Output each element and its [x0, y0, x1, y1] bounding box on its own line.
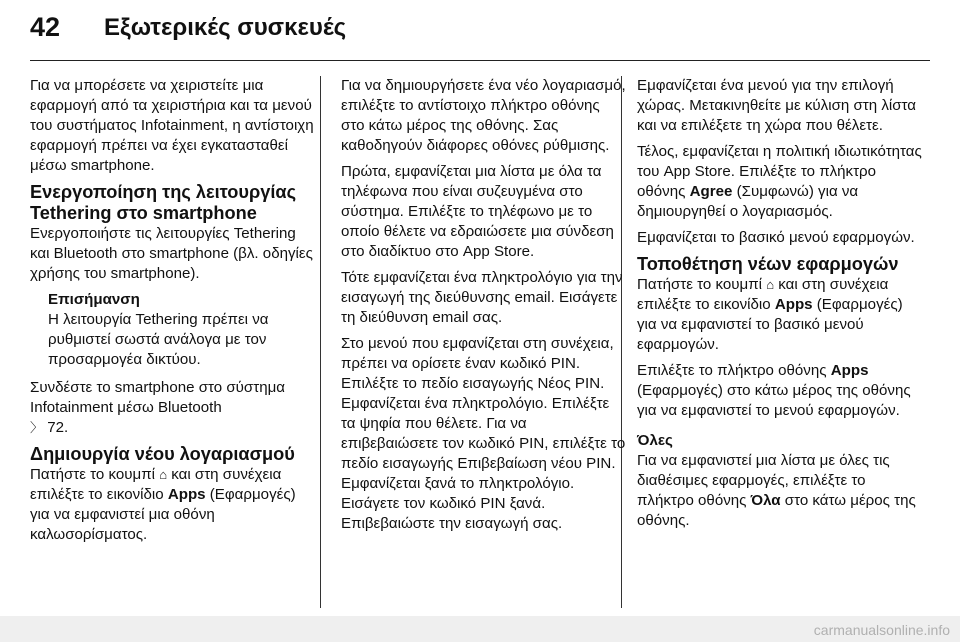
heading-all: Όλες: [637, 432, 673, 449]
home-icon: ⌂: [159, 467, 168, 482]
note-box: [30, 290, 316, 370]
privacy-text-a: Τέλος, εμφανίζεται η πολιτική ιδιωτικότητας του App Store. Επιλέξτε το πλήκτρο οθόνης: [637, 143, 922, 200]
apps-label: Apps: [167, 486, 206, 503]
page-number: 42: [30, 12, 61, 42]
col2-paragraph-3: Τότε εμφανίζεται ένα πληκτρολόγιο για την εισαγωγή της διεύθυνσης email. Εισάγετε τη διεύθυνση email σας.: [341, 269, 623, 326]
home-icon: ⌂: [766, 277, 775, 292]
header-rule: [30, 60, 930, 61]
column-1: [30, 76, 316, 551]
intro-paragraph: Για να μπορέσετε να χειριστείτε μια εφαρμογή από τα χειριστήρια και τα μενού του συστήματος Infotainment, η αντίστοιχη εφαρμογή πρέπει να έχει εγκατασταθεί μέσω smartphone.: [30, 77, 314, 174]
cross-reference-icon: 〉: [30, 420, 44, 435]
col3-paragraph-2: [637, 142, 923, 222]
note-title: Επισήμανση: [48, 291, 140, 308]
footer-bar: [0, 616, 960, 642]
heading-tethering: Ενεργοποίηση της λειτουργίας Tethering στο smartphone: [30, 182, 297, 223]
column-3: [637, 76, 923, 537]
account-text-a: Πατήστε το κουμπί: [30, 466, 155, 483]
column-divider-1: [320, 76, 321, 608]
all-text-b: στο κάτω μέρος της οθόνης.: [637, 492, 916, 529]
apps-text-b: (Εφαρμογές) στο κάτω μέρος της οθόνης για να εμφανιστεί το μενού εφαρμογών.: [637, 382, 911, 419]
all-paragraph: [637, 451, 923, 531]
install-text-c: (Εφαρμογές) για να εμφανιστεί το βασικό μενού εφαρμογών.: [637, 296, 903, 353]
all-text-a: Για να εμφανιστεί μια λίστα με όλες τις διαθέσιμες εφαρμογές, επιλέξτε το πλήκτρο οθόνης: [637, 452, 890, 509]
column-2: [341, 76, 627, 540]
col2-paragraph-1: Για να δημιουργήσετε ένα νέο λογαριασμό, επιλέξτε το αντίστοιχο πλήκτρο οθόνης στο κάτω μέρος της οθόνης. Σας καθοδηγούν διάφορες οθόνες ρύθμισης.: [341, 77, 626, 154]
col2-paragraph-2: Πρώτα, εμφανίζεται μια λίστα με όλα τα τηλέφωνα που είναι συζευγμένα στο σύστημα. Επιλέξτε το τηλέφωνο με το οποίο θέλετε να εδραιώσετε μια σύνδεση στο διαδίκτυο στο App Store.: [341, 163, 614, 260]
install-text-a: Πατήστε το κουμπί: [637, 276, 762, 293]
col3-paragraph-1: Εμφανίζεται ένα μενού για την επιλογή χώρας. Μετακινηθείτε με κύλιση στη λίστα και να επιλέξετε τη χώρα που θέλετε.: [637, 77, 917, 134]
page-header: [0, 0, 960, 62]
account-paragraph: [30, 465, 316, 545]
apps-label: Apps: [774, 296, 813, 313]
note-text: Η λειτουργία Tethering πρέπει να ρυθμιστεί σωστά ανάλογα με τον προσαρμογέα δικτύου.: [48, 311, 269, 368]
col3-paragraph-3: Εμφανίζεται το βασικό μενού εφαρμογών.: [637, 229, 915, 246]
privacy-text-b: (Συμφωνώ) για να δημιουργηθεί ο λογαριασμός.: [637, 183, 859, 220]
install-text-b: και στη συνέχεια επιλέξτε το εικονίδιο: [637, 276, 889, 313]
apps-button-paragraph: [637, 361, 923, 421]
all-label: Όλα: [750, 492, 781, 509]
cross-reference-page[interactable]: 72.: [47, 419, 69, 436]
page-title: Εξωτερικές συσκευές: [104, 14, 347, 41]
connect-text: Συνδέστε το smartphone στο σύστημα Infotainment μέσω Bluetooth: [30, 379, 286, 416]
heading-new-account: Δημιουργία νέου λογαριασμού: [30, 444, 295, 464]
install-paragraph: [637, 275, 923, 355]
apps-text-a: Επιλέξτε το πλήκτρο οθόνης: [637, 362, 827, 379]
agree-label: Agree: [689, 183, 733, 200]
account-text-c: (Εφαρμογές) για να εμφανιστεί μια οθόνη καλωσορίσματος.: [30, 486, 296, 543]
apps-label: Apps: [830, 362, 869, 379]
account-text-b: και στη συνέχεια επιλέξτε το εικονίδιο: [30, 466, 282, 503]
connect-paragraph: [30, 378, 316, 438]
col2-paragraph-4: Στο μενού που εμφανίζεται στη συνέχεια, πρέπει να ορίσετε έναν κωδικό PIN. Επιλέξτε το πεδίο εισαγωγής Νέος PIN. Εμφανίζεται ένα πληκτρολόγιο. Επιλέξτε τα ψηφία που θέλετε. Για να επιβεβαιώσετε τον κωδικό PIN, επιλέξτε το πεδίο εισαγωγής Επιβεβαίωση νέου PIN. Εμφανίζεται ξανά το πληκτρολόγιο. Εισάγετε τον κωδικό PIN ξανά. Επιβεβαιώστε την εισαγωγή σας.: [341, 335, 626, 532]
heading-install-apps: Τοποθέτηση νέων εφαρμογών: [637, 254, 899, 274]
tethering-paragraph: Ενεργοποιήστε τις λειτουργίες Tethering και Bluetooth στο smartphone (βλ. οδηγίες χρήσης του smartphone).: [30, 225, 313, 282]
watermark: carmanualsonline.info: [813, 622, 950, 638]
